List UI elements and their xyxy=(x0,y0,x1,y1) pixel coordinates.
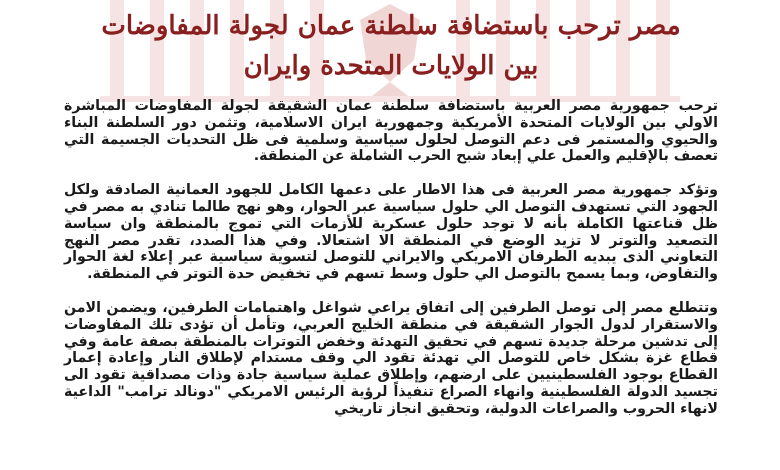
statement-headline xyxy=(64,6,718,86)
headline-line-2: بين الولايات المتحدة وايران xyxy=(243,51,539,81)
paragraph-1: ترحب جمهورية مصر العربية باستضافة سلطنة عمان الشقيقة لجولة المفاوضات المباشرة الاولي بين الولايات المتحدة الأمريكية وجمهورية ايران الاسلامية، وتثمن دور السلطنة البناء والحيوي والمستمر فى دعم التوصل لحلول سياسية وسلمية فى ظل التحديات الجسيمة التي تعصف بالإقليم والعمل علي إبعاد شبح الحرب الشاملة عن المنطقة. xyxy=(64,98,718,165)
headline-line-1: مصر ترحب باستضافة سلطنة عمان لجولة المفاوضات xyxy=(101,11,681,41)
statement-body xyxy=(64,98,718,418)
paragraph-3: وتتطلع مصر إلى توصل الطرفين إلى اتفاق يراعي شواغل واهتمامات الطرفين، ويضمن الامن والاستقرار لدول الجوار الشقيقة في منطقة الخليج العربي، وتأمل أن تؤدى تلك المفاوضات إلى تدشين مرحلة جديدة تسهم في تحقيق التهدئة وخفض التوترات بالمنطقة بصفة عامة وفي قطاع غزة بشكل خاص للتوصل الي تهدئة تقود الي وقف مستدام لإطلاق النار وإعادة إعمار القطاع بوجود الفلسطينيين على ارضهم، وإطلاق عملية سياسية جادة وذات مصداقية تقود الى تجسيد الدولة الفلسطينية وانهاء الصراع تنفيذاً لرؤية الرئيس الامريكي "دونالد ترامب" الداعية لانهاء الحروب والصراعات الدولية، وتحقيق انجاز تاريخي xyxy=(64,299,718,417)
paragraph-2: وتؤكد جمهورية مصر العربية فى هذا الاطار على دعمها الكامل للجهود العمانية الصادقة ولكل الجهود التي تستهدف التوصل الي حلول سياسية عبر الحوار، وهو نهج طالما تنادي به مصر في ظل قناعتها الكاملة بأنه لا توجد حلول عسكرية للأزمات التي تموج بالمنطقة وان سياسة التصعيد والتوتر لا تزيد الوضع في المنطقة الا اشتعالا. وفي هذا الصدد، تقدر مصر النهج التعاوني الذى يبديه الطرفان الامريكي والايراني للتوصل لتسوية سياسية عبر إعلاء لغة الحوار والتفاوض، وبما يسمح بالتوصل الي حلول وسط تسهم في تخفيض حدة التوتر في المنطقة. xyxy=(64,182,718,283)
